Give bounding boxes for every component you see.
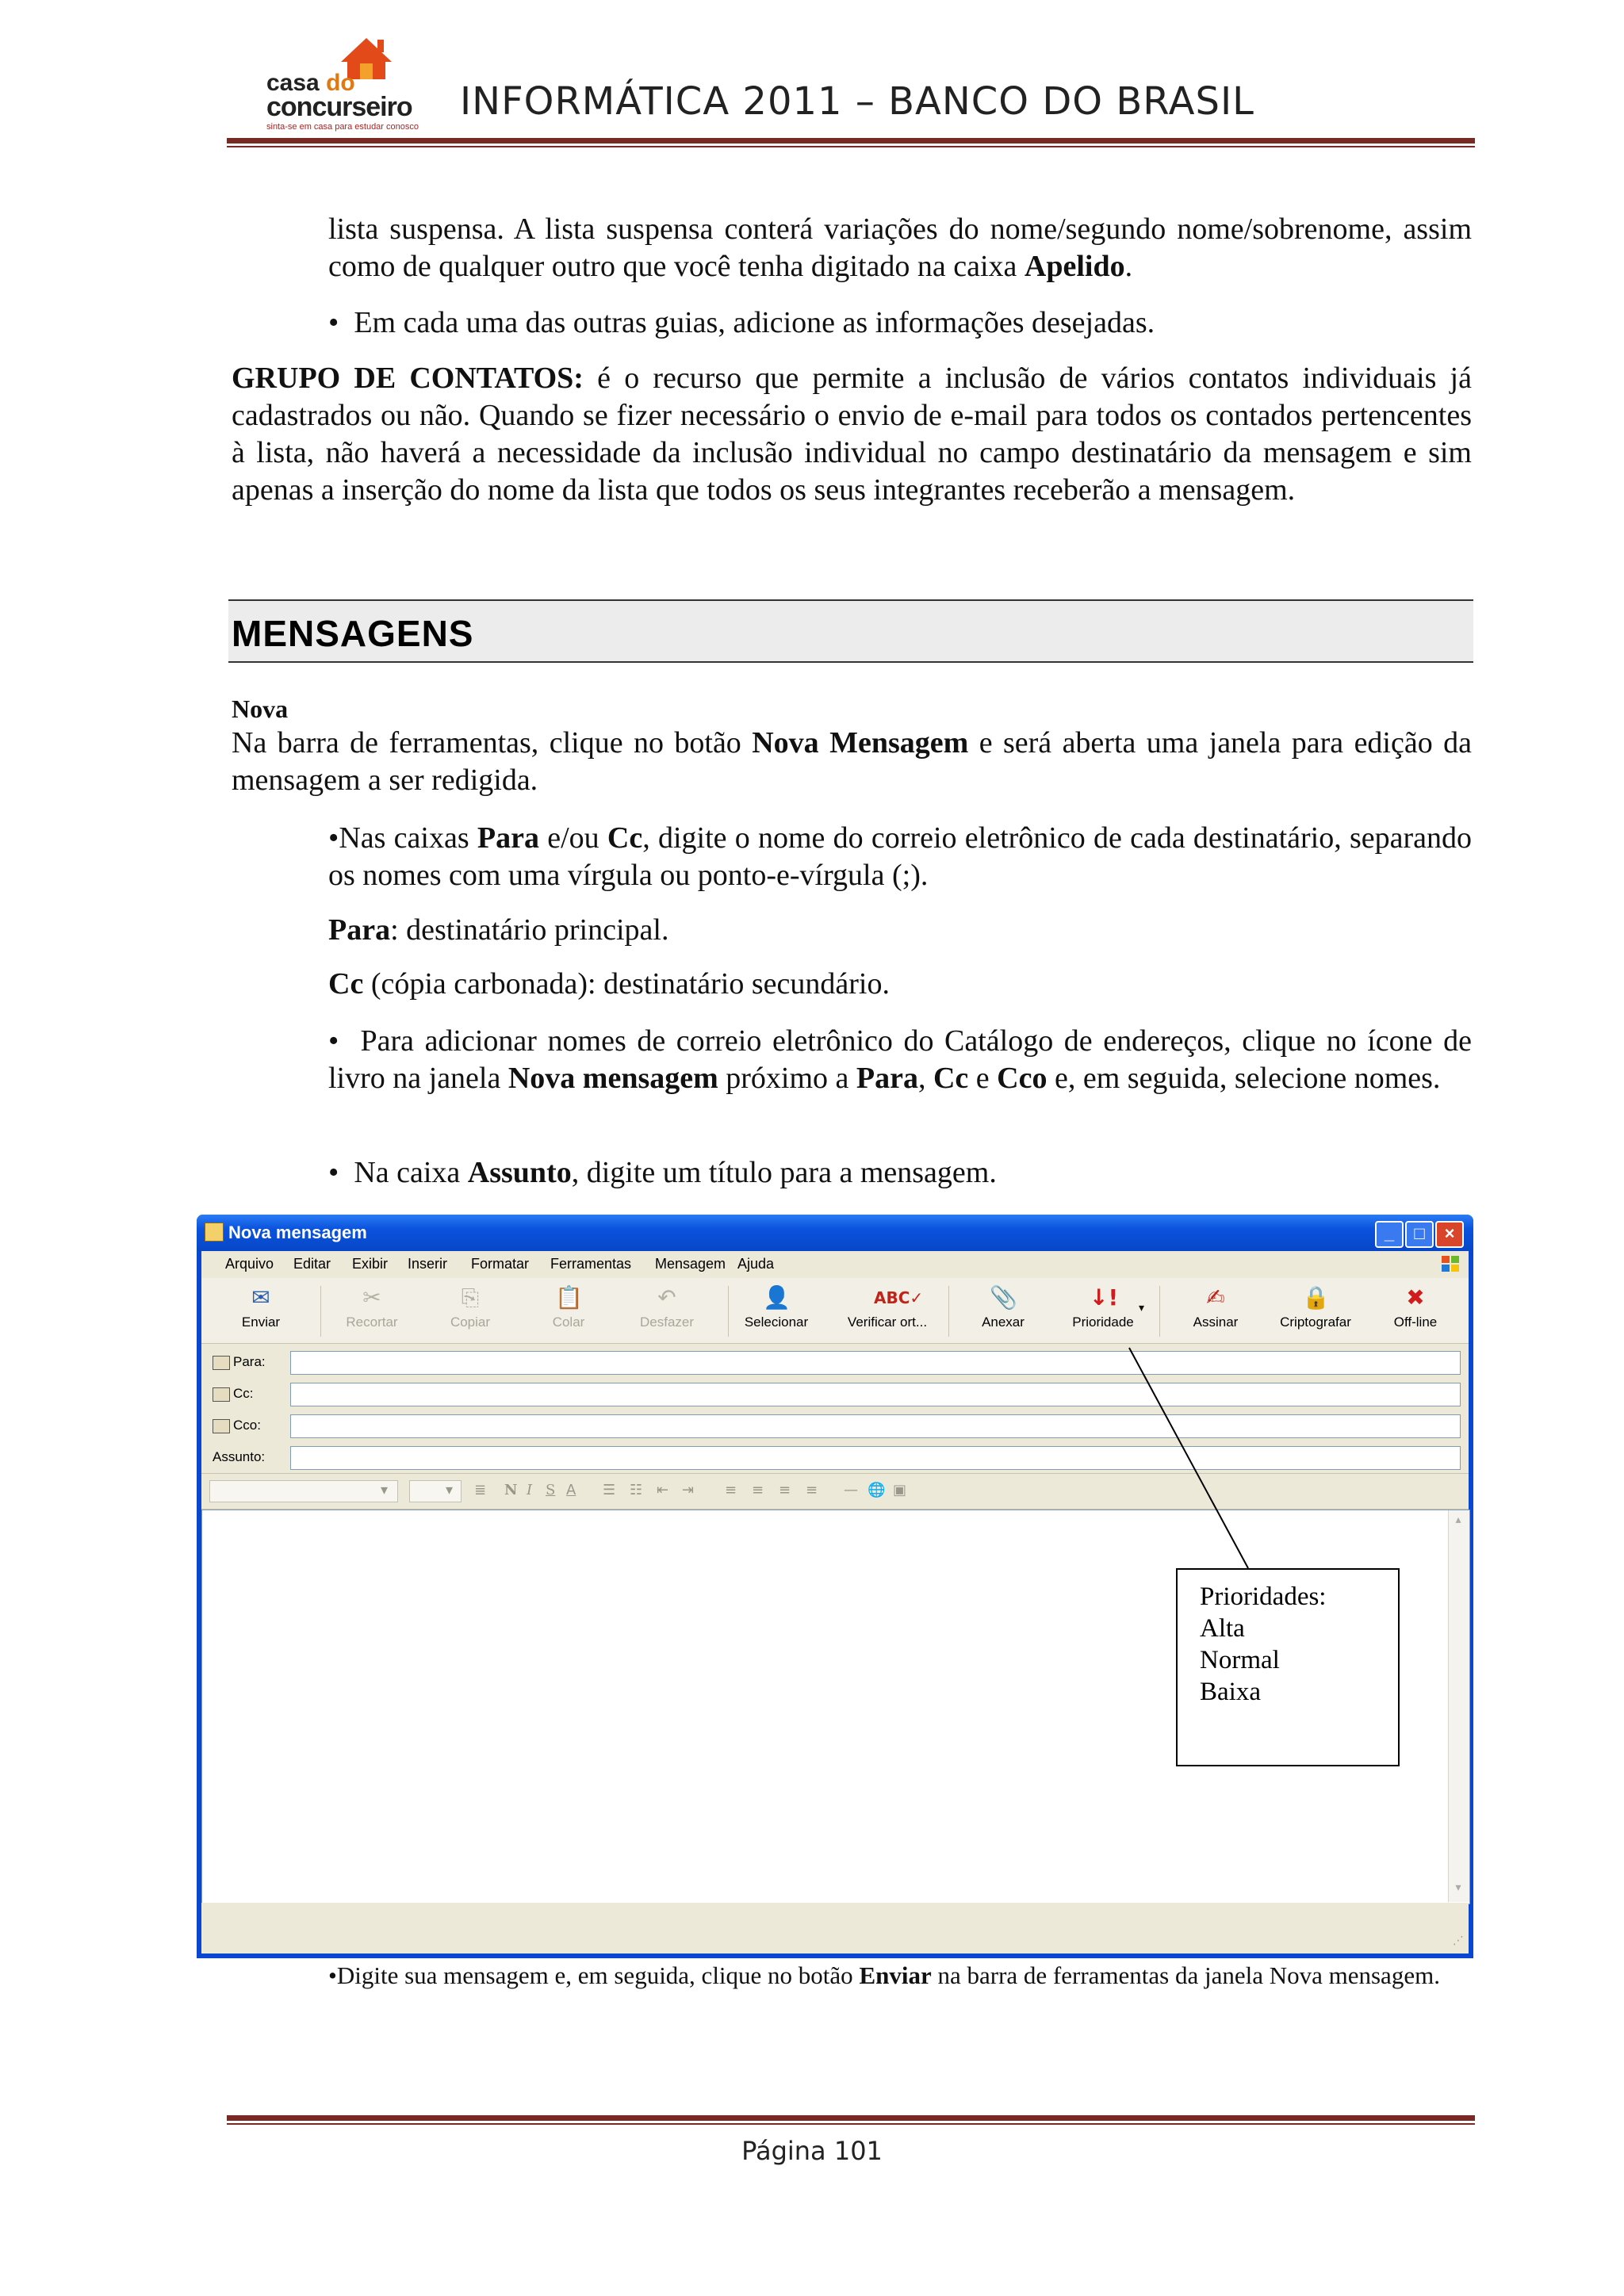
- toolbar-label: Assinar: [1193, 1314, 1239, 1330]
- address-book-icon: [213, 1419, 230, 1433]
- menu-ferramentas[interactable]: Ferramentas: [550, 1256, 632, 1272]
- toolbar-label: Copiar: [450, 1314, 491, 1330]
- decrease-indent-icon[interactable]: ⇤: [657, 1482, 669, 1498]
- b2-cco: Cco: [997, 1062, 1048, 1095]
- para-input[interactable]: [290, 1351, 1461, 1375]
- menu-editar[interactable]: Editar: [293, 1256, 331, 1272]
- cco-input[interactable]: [290, 1414, 1461, 1438]
- increase-indent-icon[interactable]: ⇥: [682, 1482, 695, 1498]
- intro-end: .: [1124, 250, 1133, 283]
- window-title: Nova mensagem: [228, 1223, 367, 1242]
- toolbar-label: Anexar: [982, 1314, 1025, 1330]
- b1-para: Para: [477, 821, 539, 855]
- cco-field-label[interactable]: [213, 1418, 261, 1433]
- nova-bullet-1: [328, 820, 1472, 894]
- grupo-label: GRUPO DE CONTATOS:: [232, 362, 584, 395]
- numbered-list-icon[interactable]: ☰: [603, 1482, 616, 1498]
- para-definition: [328, 912, 1472, 949]
- toolbar-label: Enviar: [241, 1314, 281, 1330]
- section-title: MENSAGENS: [232, 613, 474, 654]
- address-book-icon: [213, 1387, 230, 1402]
- para-field-label[interactable]: [213, 1354, 266, 1370]
- minimize-button[interactable]: _: [1375, 1221, 1404, 1248]
- grupo-text: é o recurso que permite a inclusão de vários contatos individuais já cadastrados ou não. Quando se fizer necessário o envio de e-mail para todos os contados pertencentes à lista, não haverá a necessidade da inclusão individual no campo destinatário da mensagem e sim apenas a inserção do nome da lista que todos os seus integrantes receberão a mensagem.: [232, 362, 1472, 507]
- page-number: Página 101: [741, 2136, 883, 2166]
- footer-rule-thin: [227, 2123, 1475, 2125]
- align-center-icon[interactable]: ≡: [752, 1482, 764, 1498]
- bullet-icon: •: [328, 821, 339, 855]
- priority-icon: ↓!: [1090, 1284, 1119, 1311]
- grupo-paragraph: [232, 360, 1472, 509]
- b2-b: próximo a: [718, 1062, 856, 1095]
- paperclip-icon: 📎: [990, 1284, 1017, 1311]
- b1-cc: Cc: [607, 821, 643, 855]
- menu-exibir[interactable]: Exibir: [352, 1256, 389, 1272]
- b2-e: e, em seguida, selecione nomes.: [1047, 1062, 1441, 1095]
- font-select[interactable]: [209, 1480, 398, 1502]
- callout-item-baixa: Baixa: [1200, 1678, 1261, 1706]
- logo: [266, 35, 419, 132]
- assunto-field-label: Assunto:: [213, 1449, 266, 1464]
- toolbar-label: Selecionar: [744, 1314, 809, 1330]
- para-text: : destinatário principal.: [390, 913, 669, 947]
- b2-bold: Nova mensagem: [508, 1062, 718, 1095]
- bullet-icon: •: [328, 1156, 354, 1189]
- encrypt-icon: 🔒: [1302, 1284, 1330, 1311]
- toolbar-desfazer[interactable]: [623, 1281, 710, 1340]
- scroll-down-icon[interactable]: ▾: [1455, 1881, 1461, 1894]
- header-rule: [227, 138, 1475, 144]
- nova-paragraph: [232, 725, 1472, 799]
- callout-item-alta: Alta: [1200, 1614, 1245, 1643]
- cc-definition: [328, 966, 1472, 1003]
- spellcheck-icon: ABC✓: [874, 1288, 924, 1307]
- logo-casa: casa: [266, 70, 320, 96]
- nova-heading: Nova: [232, 695, 289, 723]
- formatting-toolbar: [201, 1473, 1469, 1510]
- paste-icon: 📋: [555, 1284, 583, 1311]
- toolbar-separator: [728, 1286, 729, 1337]
- align-right-icon[interactable]: ≡: [779, 1482, 791, 1498]
- final-bold: Enviar: [859, 1961, 932, 1989]
- b3-b: , digite um título para a mensagem.: [571, 1156, 997, 1189]
- b2-para: Para: [856, 1062, 918, 1095]
- toolbar-separator: [948, 1286, 949, 1337]
- undo-icon: ↶: [657, 1284, 676, 1311]
- b2-a: Para adicionar nomes de correio eletrônico do Catálogo de endereços, clique no ícone de livro na janela: [328, 1024, 1472, 1095]
- menu-mensagem[interactable]: Mensagem: [655, 1256, 726, 1272]
- priority-dropdown-icon[interactable]: ▾: [1139, 1302, 1145, 1314]
- intro-bold: Apelido: [1024, 250, 1125, 283]
- offline-icon: ✖: [1406, 1284, 1425, 1311]
- menubar: [201, 1251, 1469, 1279]
- toolbar-enviar[interactable]: [217, 1281, 304, 1340]
- nova-bullet-3: [328, 1154, 1472, 1192]
- para-label: Para: [328, 913, 391, 947]
- send-icon: ✉: [251, 1284, 270, 1311]
- cc-label: Cc: [328, 967, 364, 1001]
- intro-text: lista suspensa. A lista suspensa conterá variações do nome/segundo nome/sobrenome, assim como de qualquer outro que você tenha digitado na caixa: [328, 212, 1472, 283]
- bullet-icon: •: [328, 306, 354, 339]
- toolbar-offline[interactable]: [1372, 1281, 1459, 1340]
- chevron-down-icon: ▾: [446, 1482, 454, 1498]
- footer-rule: [227, 2115, 1475, 2121]
- scroll-up-icon[interactable]: ▴: [1455, 1513, 1461, 1526]
- b1-c: , digite o nome do correio eletrônico de cada destinatário, separando os nomes com uma vírgula ou ponto-e-vírgula (;).: [328, 821, 1473, 892]
- scissors-icon: ✂: [362, 1284, 381, 1311]
- callout-item-normal: Normal: [1200, 1646, 1280, 1674]
- logo-tagline: sinta-se em casa para estudar conosco: [266, 122, 419, 132]
- status-bar: [201, 1903, 1469, 1954]
- vertical-scrollbar[interactable]: [1448, 1510, 1469, 1902]
- bullet-icon: •: [328, 1961, 337, 1989]
- menu-formatar[interactable]: Formatar: [471, 1256, 530, 1272]
- final-b: na barra de ferramentas da janela Nova mensagem.: [931, 1961, 1440, 1989]
- menu-ajuda[interactable]: Ajuda: [737, 1256, 775, 1272]
- final-a: Digite sua mensagem e, em seguida, clique no botão: [336, 1961, 860, 1989]
- underline-icon[interactable]: S: [546, 1482, 556, 1498]
- cc-text: (cópia carbonada): destinatário secundário.: [363, 967, 890, 1001]
- italic-icon[interactable]: I: [527, 1482, 533, 1498]
- bullet-list-icon[interactable]: ☷: [630, 1482, 643, 1498]
- b1-b: e/ou: [538, 821, 607, 855]
- logo-concurseiro: concurseiro: [266, 92, 412, 122]
- b3-a: Na caixa: [354, 1156, 468, 1189]
- copy-icon: ⎘: [461, 1284, 480, 1311]
- toolbar-prioridade[interactable]: [1059, 1281, 1147, 1340]
- nova-bullet-2: [328, 1023, 1472, 1097]
- windows-logo-icon: [1438, 1253, 1462, 1275]
- maximize-button[interactable]: □: [1405, 1221, 1434, 1248]
- toolbar-recortar[interactable]: [328, 1281, 416, 1340]
- b2-cc: Cc: [933, 1062, 969, 1095]
- menu-arquivo[interactable]: Arquivo: [225, 1256, 274, 1272]
- bold-icon[interactable]: N: [504, 1482, 518, 1498]
- sign-icon: ✍: [1206, 1284, 1225, 1311]
- toolbar-label: Desfazer: [639, 1314, 695, 1330]
- cc-field-text: Cc:: [233, 1386, 254, 1401]
- toolbar-label: Recortar: [346, 1314, 398, 1330]
- toolbar: [201, 1278, 1469, 1344]
- toolbar-criptografar[interactable]: [1272, 1281, 1359, 1340]
- cco-field-text: Cco:: [233, 1418, 261, 1433]
- cc-field-label[interactable]: [213, 1386, 254, 1402]
- resize-grip-icon[interactable]: ⋰: [1453, 1934, 1464, 1947]
- address-book-icon: [213, 1356, 230, 1370]
- horizontal-line-icon[interactable]: —: [844, 1482, 858, 1498]
- window-titlebar[interactable]: [197, 1215, 1473, 1251]
- bullet-icon: •: [328, 1024, 361, 1058]
- toolbar-verificar[interactable]: [836, 1281, 939, 1340]
- toolbar-label: Off-line: [1393, 1314, 1438, 1330]
- final-bullet: [328, 1960, 1475, 1992]
- nova-p1-a: Na barra de ferramentas, clique no botão: [232, 726, 753, 760]
- toolbar-label: Colar: [552, 1314, 585, 1330]
- toolbar-selecionar[interactable]: [733, 1281, 820, 1340]
- callout-title: Prioridades:: [1200, 1582, 1327, 1611]
- toolbar-label: Prioridade: [1072, 1314, 1134, 1330]
- b3-bold: Assunto: [467, 1156, 572, 1189]
- assunto-input[interactable]: [290, 1446, 1461, 1470]
- font-size-select[interactable]: [409, 1480, 462, 1502]
- close-button[interactable]: ×: [1435, 1221, 1464, 1248]
- toolbar-anexar[interactable]: [959, 1281, 1047, 1340]
- b2-c: ,: [917, 1062, 933, 1095]
- logo-do: do: [326, 70, 355, 96]
- nova-p1-bold: Nova Mensagem: [752, 726, 969, 760]
- align-left-icon[interactable]: ≡: [725, 1482, 737, 1498]
- paragraph-style-icon[interactable]: ≣: [474, 1482, 487, 1498]
- intro-bullet: [328, 304, 1472, 342]
- prioridades-callout: [1176, 1568, 1400, 1766]
- b1-a: Nas caixas: [339, 821, 477, 855]
- envelope-icon: [205, 1223, 224, 1242]
- callout-text: [1200, 1581, 1326, 1708]
- nova-p1-b: e será aberta uma janela para edição da mensagem a ser redigida.: [232, 726, 1472, 797]
- chevron-down-icon: ▾: [381, 1482, 389, 1498]
- select-recipients-icon: 👤: [763, 1284, 791, 1311]
- justify-icon[interactable]: ≡: [806, 1482, 818, 1498]
- toolbar-label: Criptografar: [1280, 1314, 1351, 1330]
- intro-paragraph: [328, 211, 1472, 285]
- toolbar-separator: [320, 1286, 321, 1337]
- toolbar-copiar[interactable]: [427, 1281, 514, 1340]
- hyperlink-icon[interactable]: 🌐: [868, 1482, 886, 1498]
- toolbar-separator: [1159, 1286, 1160, 1337]
- header-title: INFORMÁTICA 2011 – BANCO DO BRASIL: [460, 79, 1254, 124]
- insert-image-icon[interactable]: ▣: [893, 1482, 907, 1498]
- font-color-icon[interactable]: A: [566, 1482, 576, 1498]
- menu-inserir[interactable]: Inserir: [408, 1256, 448, 1272]
- cc-input[interactable]: [290, 1383, 1461, 1406]
- intro-bullet-text: Em cada uma das outras guias, adicione as informações desejadas.: [354, 306, 1155, 339]
- toolbar-label: Verificar ort...: [847, 1314, 928, 1330]
- toolbar-colar[interactable]: [525, 1281, 612, 1340]
- toolbar-assinar[interactable]: [1172, 1281, 1259, 1340]
- b2-d: e: [968, 1062, 998, 1095]
- header-rule-thin: [227, 146, 1475, 147]
- para-field-text: Para:: [233, 1354, 266, 1369]
